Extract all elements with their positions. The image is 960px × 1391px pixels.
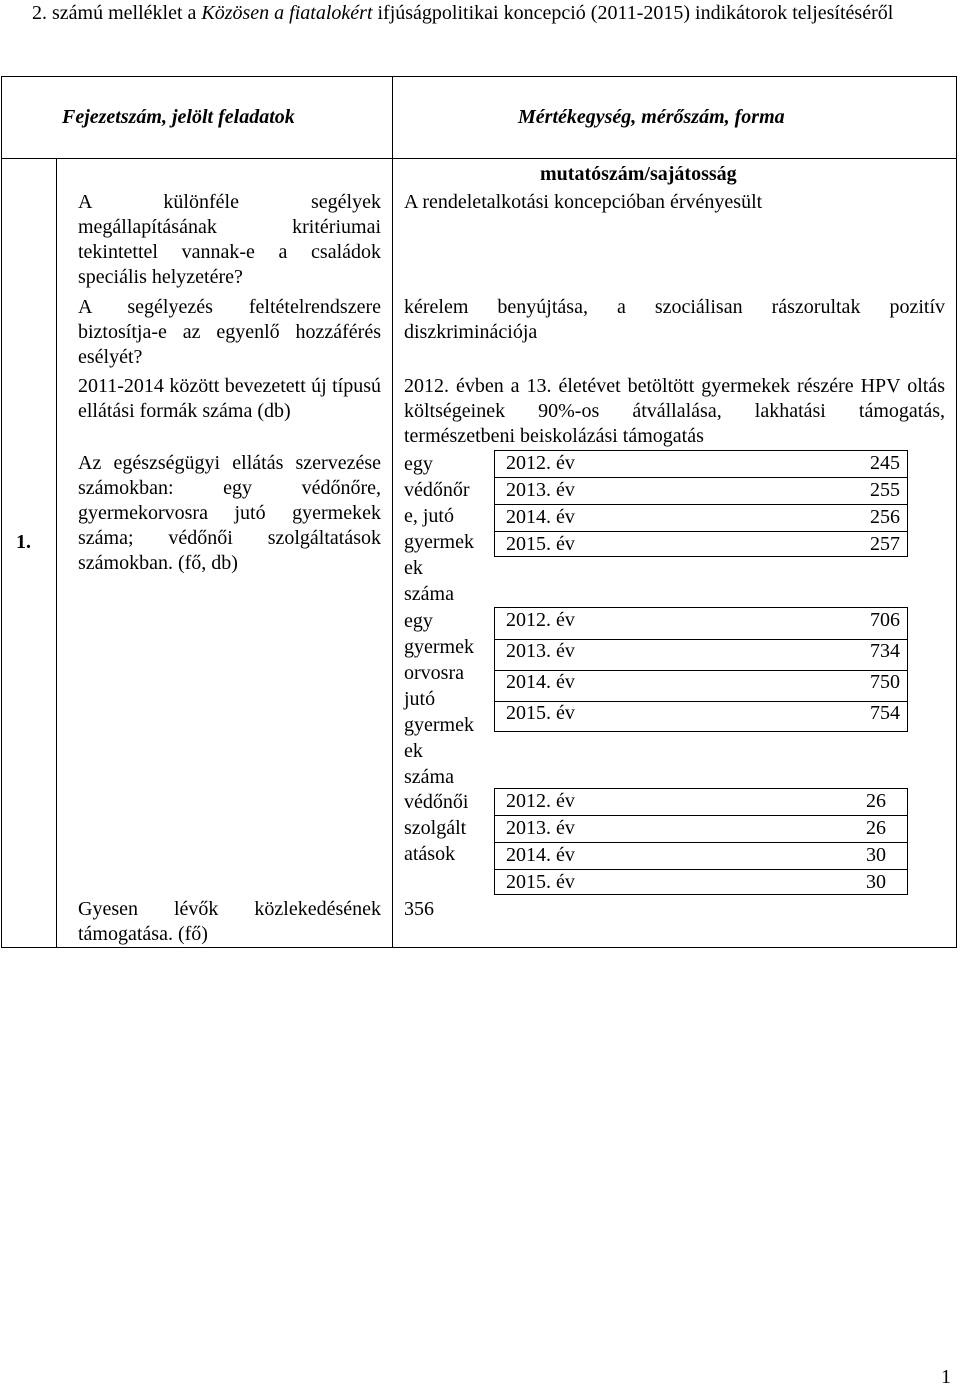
- year-cell: 2012. év: [506, 790, 575, 812]
- label-line: jutó: [404, 688, 436, 710]
- task-1: A különféle segélyek megállapításának kritériumai tekintettel vannak-e a családok speciális helyzetére?: [78, 191, 381, 288]
- value-cell: 754: [870, 702, 900, 724]
- year-cell: 2015. év: [506, 871, 575, 893]
- label-line: védőnői: [404, 791, 469, 813]
- label-line: ek: [404, 740, 423, 762]
- year-cell: 2015. év: [506, 533, 575, 555]
- indicator-5: 356: [404, 898, 434, 920]
- year-cell: 2015. év: [506, 702, 575, 724]
- value-cell: 30: [866, 844, 886, 866]
- group-label-nursing-services: [404, 789, 489, 867]
- value-cell: 257: [870, 533, 900, 555]
- value-cell: 706: [870, 609, 900, 631]
- indicator-subheader: mutatószám/sajátosság: [540, 163, 737, 185]
- chapter-number: 1.: [16, 531, 31, 553]
- page-number: 1: [941, 1366, 951, 1388]
- label-line: száma: [404, 766, 454, 788]
- label-line: egy: [404, 610, 433, 632]
- task-2: A segélyezés feltételrendszere biztosítja-e az egyenlő hozzáférés esélyét?: [78, 296, 381, 368]
- year-cell: 2014. év: [506, 844, 575, 866]
- col-divider-1: [56, 158, 57, 948]
- heading-italic-title: Közösen a fiatalokért: [201, 2, 373, 24]
- value-cell: 245: [870, 452, 900, 474]
- task-3: 2011-2014 között bevezetett új típusú ellátási formák száma (db): [78, 375, 381, 422]
- label-line: egy: [404, 453, 433, 475]
- label-line: gyermek: [404, 636, 474, 658]
- indicator-2: kérelem benyújtása, a szociálisan rászorultak pozitív diszkriminációja: [404, 296, 945, 343]
- document-heading: [32, 1, 956, 26]
- label-line: száma: [404, 583, 454, 605]
- year-cell: 2013. év: [506, 640, 575, 662]
- label-line: e, jutó: [404, 505, 454, 527]
- year-cell: 2013. év: [506, 479, 575, 501]
- value-cell: 26: [866, 817, 886, 839]
- group-label-nurse: [404, 451, 489, 607]
- task-4: Az egészségügyi ellátás szervezése számokban: egy védőnőre, gyermekorvosra jutó gyermekek száma; védőnői szolgáltatások számokban. (fő, db): [78, 452, 381, 574]
- year-cell: 2012. év: [506, 452, 575, 474]
- group-label-pediatrician: [404, 608, 489, 790]
- heading-text-2: ifjúságpolitikai koncepció (2011-2015) indikátorok teljesítéséről: [372, 2, 894, 24]
- col1-header: Fejezetszám, jelölt feladatok: [62, 106, 295, 128]
- label-line: szolgált: [404, 817, 467, 839]
- label-line: gyermek: [404, 714, 474, 736]
- heading-text-1: 2. számú melléklet a: [32, 2, 202, 24]
- value-cell: 750: [870, 671, 900, 693]
- label-line: védőnőr: [404, 479, 470, 501]
- year-cell: 2014. év: [506, 671, 575, 693]
- indicator-3: 2012. évben a 13. életévet betöltött gyermekek részére HPV oltás költségeinek 90%-os átvállalása, lakhatási támogatás, természetbeni beiskolázási támogatás: [404, 375, 945, 447]
- value-cell: 734: [870, 640, 900, 662]
- year-cell: 2012. év: [506, 609, 575, 631]
- value-cell: 26: [866, 790, 886, 812]
- indicator-1: A rendeletalkotási koncepcióban érvényesült: [404, 191, 763, 213]
- value-cell: 255: [870, 479, 900, 501]
- year-cell: 2013. év: [506, 817, 575, 839]
- label-line: gyermek: [404, 531, 474, 553]
- label-line: ek: [404, 557, 423, 579]
- header-divider: [1, 158, 957, 159]
- label-line: atások: [404, 843, 456, 865]
- value-cell: 30: [866, 871, 886, 893]
- col-divider-2: [392, 76, 393, 948]
- label-line: orvosra: [404, 662, 464, 684]
- col2-header: Mértékegység, mérőszám, forma: [518, 106, 785, 128]
- value-cell: 256: [870, 506, 900, 528]
- year-cell: 2014. év: [506, 506, 575, 528]
- task-5: Gyesen lévők közlekedésének támogatása. (fő): [78, 898, 381, 945]
